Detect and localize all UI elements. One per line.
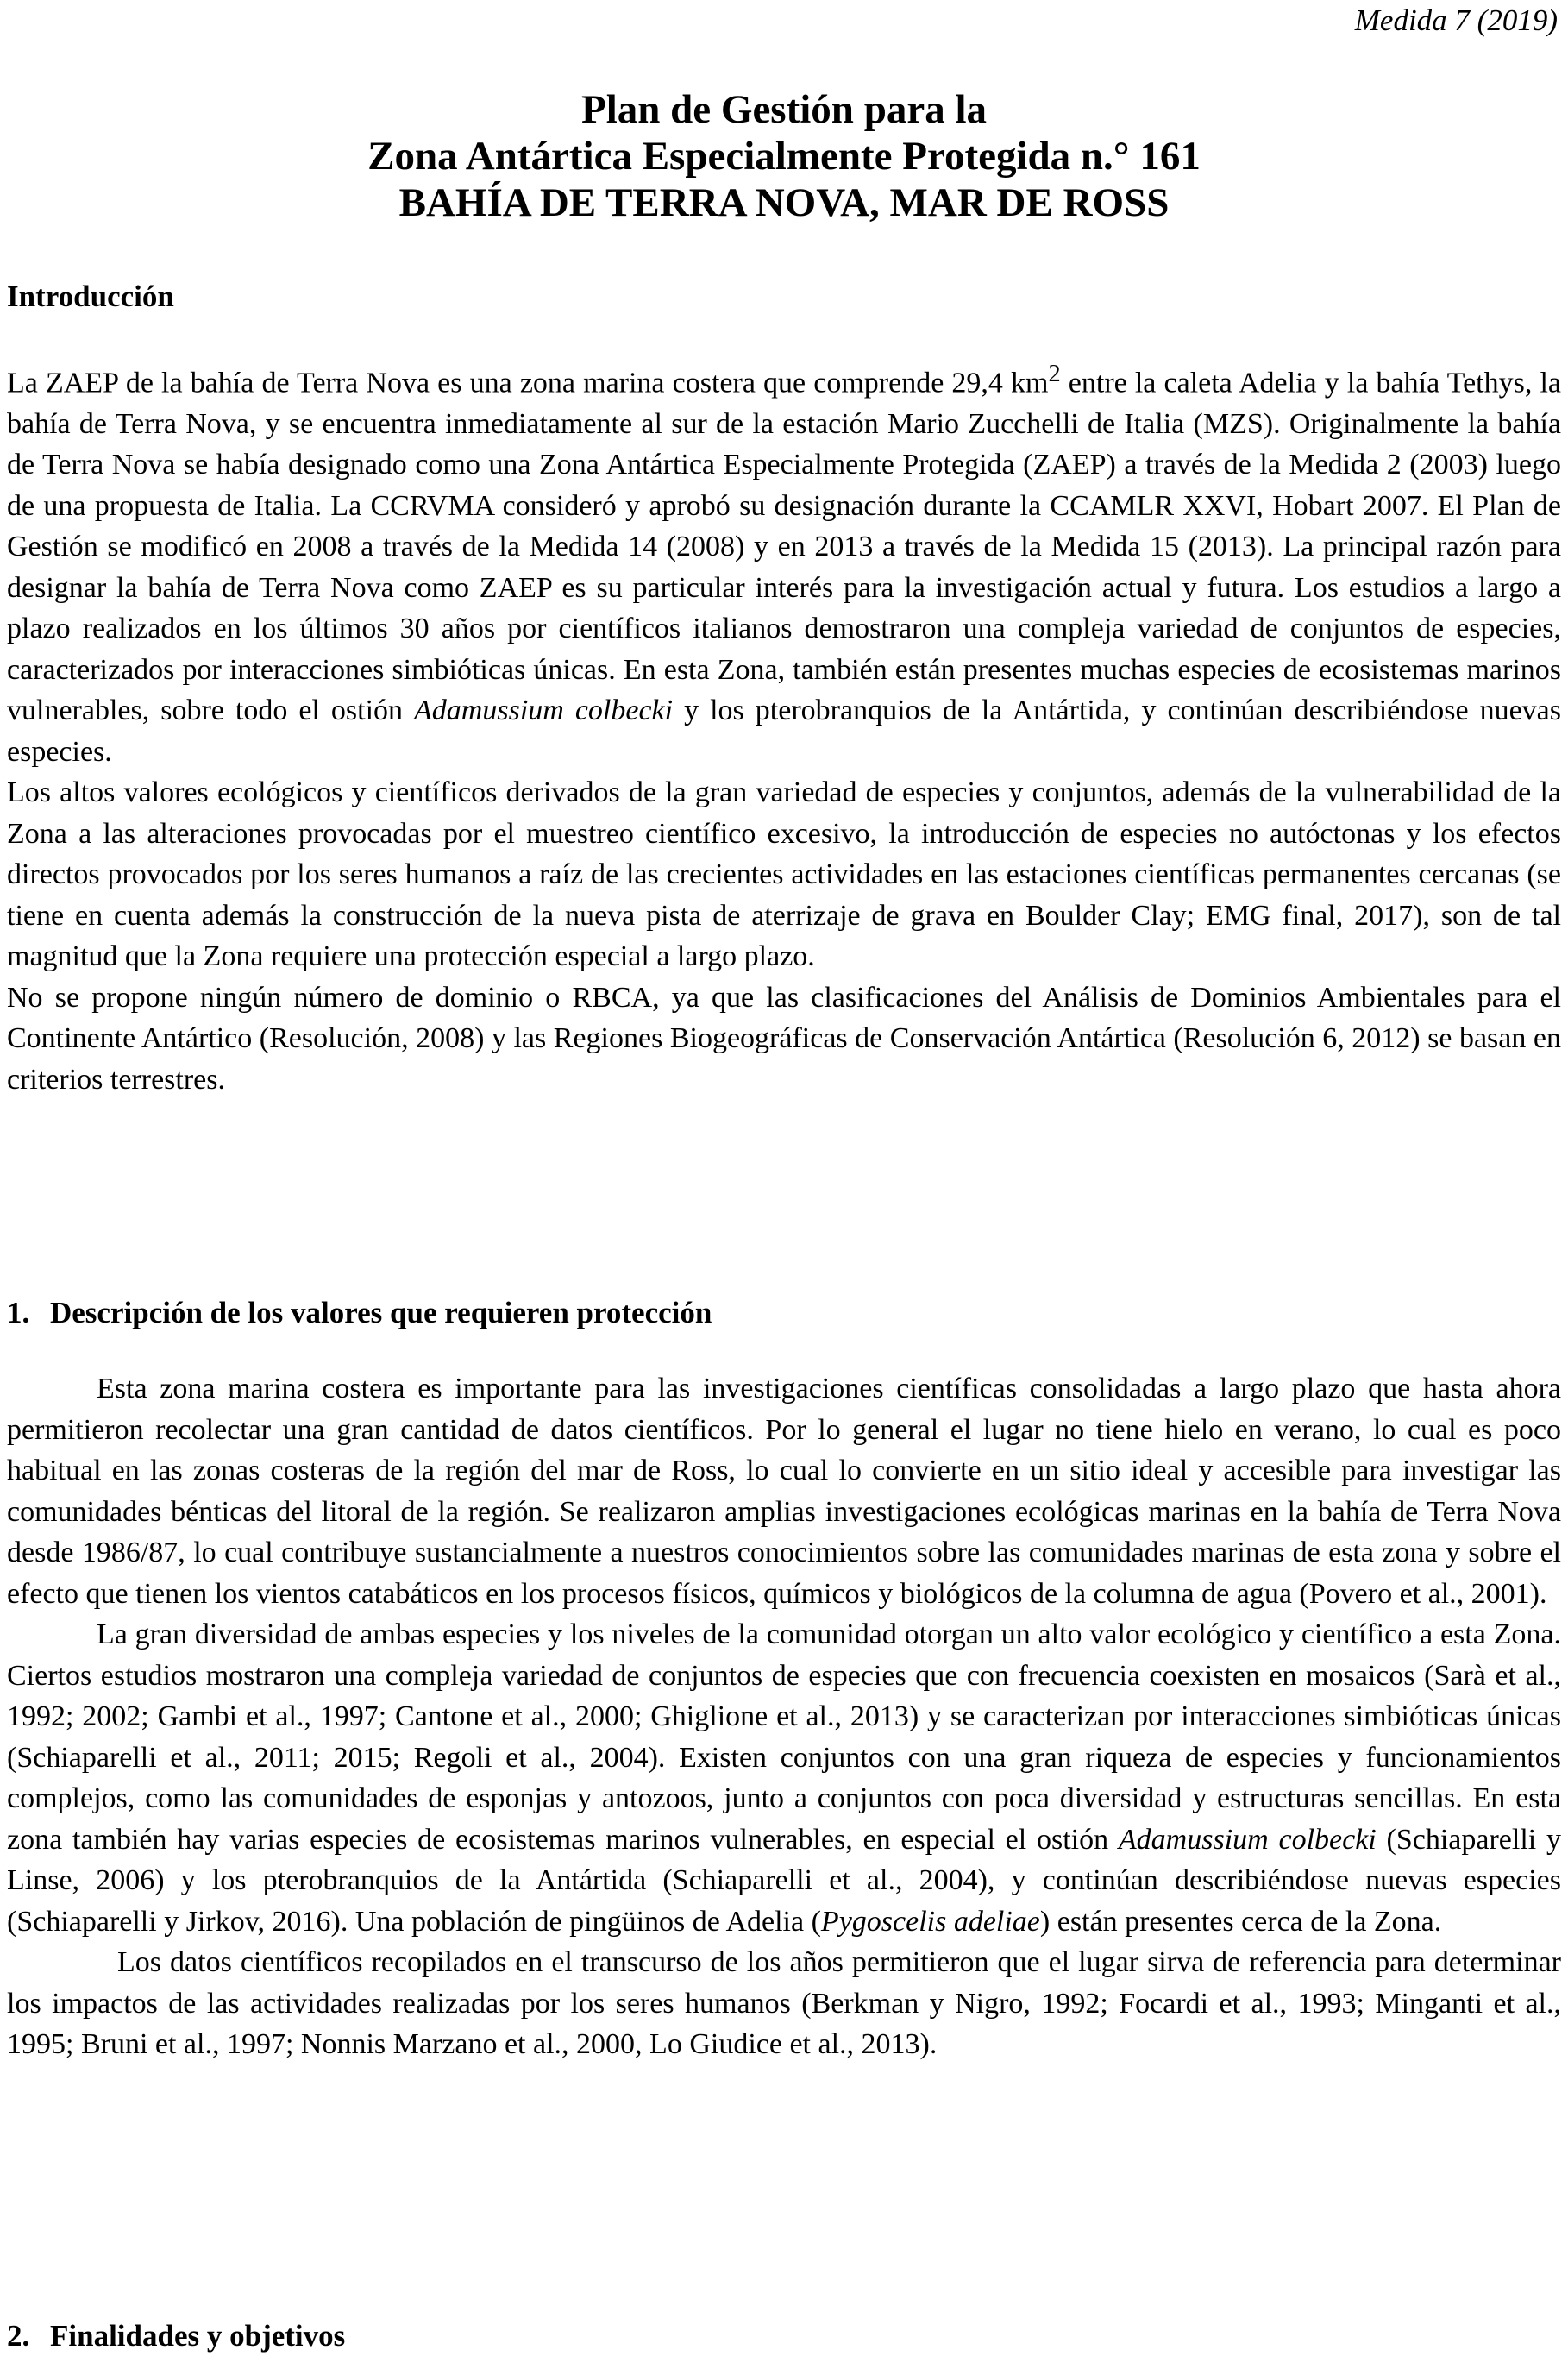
section-title: Descripción de los valores que requieren protección: [50, 1296, 712, 1329]
section-2-heading: [7, 2317, 345, 2355]
document-title: [216, 86, 1352, 226]
section-1-heading: [7, 1294, 712, 1332]
text-run: ) están presentes cerca de la Zona.: [1039, 1905, 1442, 1938]
introduction-heading: Introducción: [7, 280, 174, 313]
superscript: 2: [1048, 361, 1061, 387]
text-run: y los pterobranquios de la Antártida, y continúan describiéndose nuevas especies.: [7, 694, 1561, 768]
introduction-paragraph-2: Los altos valores ecológicos y científicos derivados de la gran variedad de especies y conjuntos, además de la vulnerabilidad de la Zona a las alteraciones provocadas por el muestreo científico excesivo, la introducción de especies no autóctonas y los efectos directos provocados por los seres humanos a raíz de las crecientes actividades en las estaciones científicas permanentes cercanas (se tiene en cuenta además la construcción de la nueva pista de aterrizaje de grava en Boulder Clay; EMG final, 2017), son de tal magnitud que la Zona requiere una protección especial a largo plazo.: [7, 776, 1561, 973]
text-run: La gran diversidad de ambas especies y los niveles de la comunidad otorgan un alto valor ecológico y científico a esta Zona. Ciertos estudios mostraron una compleja variedad de conjuntos de especies que con frecuencia coexisten en mosaicos (Sarà et al., 1992; 2002; Gambi et al., 1997; Cantone et al., 2000; Ghiglione et al., 2013) y se caracterizan por interacciones simbióticas únicas (Schiaparelli et al., 2011; 2015; Regoli et al., 2004). Existen conjuntos con una gran riqueza de especies y funcionamientos complejos, como las comunidades de esponjas y antozoos, junto a conjuntos con poca diversidad y estructuras sencillas. En esta zona también hay varias especies de ecosistemas marinos vulnerables, en especial el ostión: [7, 1618, 1561, 1856]
introduction-paragraph-1: [7, 354, 1561, 772]
text-run: La ZAEP de la bahía de Terra Nova es una zona marina costera que comprende 29,4 km: [7, 367, 1049, 399]
introduction-body: [7, 354, 1561, 1100]
species-name: Adamussium colbecki: [414, 694, 674, 727]
introduction-paragraph-3: No se propone ningún número de dominio o RBCA, ya que las clasificaciones del Análisis de Dominios Ambientales para el Continente Antártico (Resolución, 2008) y las Regiones Biogeográficas de Conservación Antártica (Resolución 6, 2012) se basan en criterios terrestres.: [7, 981, 1561, 1096]
species-name: Pygoscelis adeliae: [820, 1905, 1040, 1938]
section-1-paragraph-3: Los datos científicos recopilados en el transcurso de los años permitieron que el lugar sirva de referencia para determinar los impactos de las actividades realizadas por los seres humanos (Berkman y Nigro, 1992; Focardi et al., 1993; Minganti et al., 1995; Bruni et al., 1997; Nonnis Marzano et al., 2000, Lo Giudice et al., 2013).: [7, 1946, 1561, 2060]
section-1-paragraph-2: [7, 1614, 1561, 1942]
text-run: entre la caleta Adelia y la bahía Tethys, la bahía de Terra Nova, y se encuentra inmediatamente al sur de la estación Mario Zucchelli de Italia (MZS). Originalmente la bahía de Terra Nova se había designado como una Zona Antártica Especialmente Protegida (ZAEP) a través de la Medida 2 (2003) luego de una propuesta de Italia. La CCRVMA consideró y aprobó su designación durante la CCAMLR XXVI, Hobart 2007. El Plan de Gestión se modificó en 2008 a través de la Medida 14 (2008) y en 2013 a través de la Medida 15 (2013). La principal razón para designar la bahía de Terra Nova como ZAEP es su particular interés para la investigación actual y futura. Los estudios a largo a plazo realizados en los últimos 30 años por científicos italianos demostraron una compleja variedad de conjuntos de especies, caracterizados por interacciones simbióticas únicas. En esta Zona, también están presentes muchas especies de ecosistemas marinos vulnerables, sobre todo el ostión: [7, 367, 1561, 727]
species-name: Adamussium colbecki: [1118, 1823, 1377, 1856]
measure-label: Medida 7 (2019): [1354, 3, 1558, 37]
title-line-3: BAHÍA DE TERRA NOVA, MAR DE ROSS: [398, 180, 1170, 225]
section-number: 1.: [7, 1296, 30, 1329]
text-run: (Schiaparelli y Linse, 2006) y los pterobranquios de la Antártida (Schiaparelli et al., 2004), y continúan describiéndose nuevas especies (Schiaparelli y Jirkov, 2016). Una población de pingüinos de Adelia (: [7, 1823, 1562, 1938]
title-line-2: Zona Antártica Especialmente Protegida n.° 161: [367, 134, 1201, 179]
section-title: Finalidades y objetivos: [50, 2319, 346, 2353]
section-1-paragraph-1: Esta zona marina costera es importante para las investigaciones científicas consolidadas a largo plazo que hasta ahora permitieron recolectar una gran cantidad de datos científicos. Por lo general el lugar no tiene hielo en verano, lo cual es poco habitual en las zonas costeras de la región del mar de Ross, lo cual lo convierte en un sitio ideal y accesible para investigar las comunidades bénticas del litoral de la región. Se realizaron amplias investigaciones ecológicas marinas en la bahía de Terra Nova desde 1986/87, lo cual contribuye sustancialmente a nuestros conocimientos sobre las comunidades marinas de esta zona y sobre el efecto que tienen los vientos catabáticos en los procesos físicos, químicos y biológicos de la columna de agua (Povero et al., 2001).: [7, 1373, 1561, 1610]
section-number: 2.: [7, 2319, 30, 2353]
title-line-1: Plan de Gestión para la: [580, 87, 988, 132]
section-1-body: [7, 1368, 1561, 2065]
